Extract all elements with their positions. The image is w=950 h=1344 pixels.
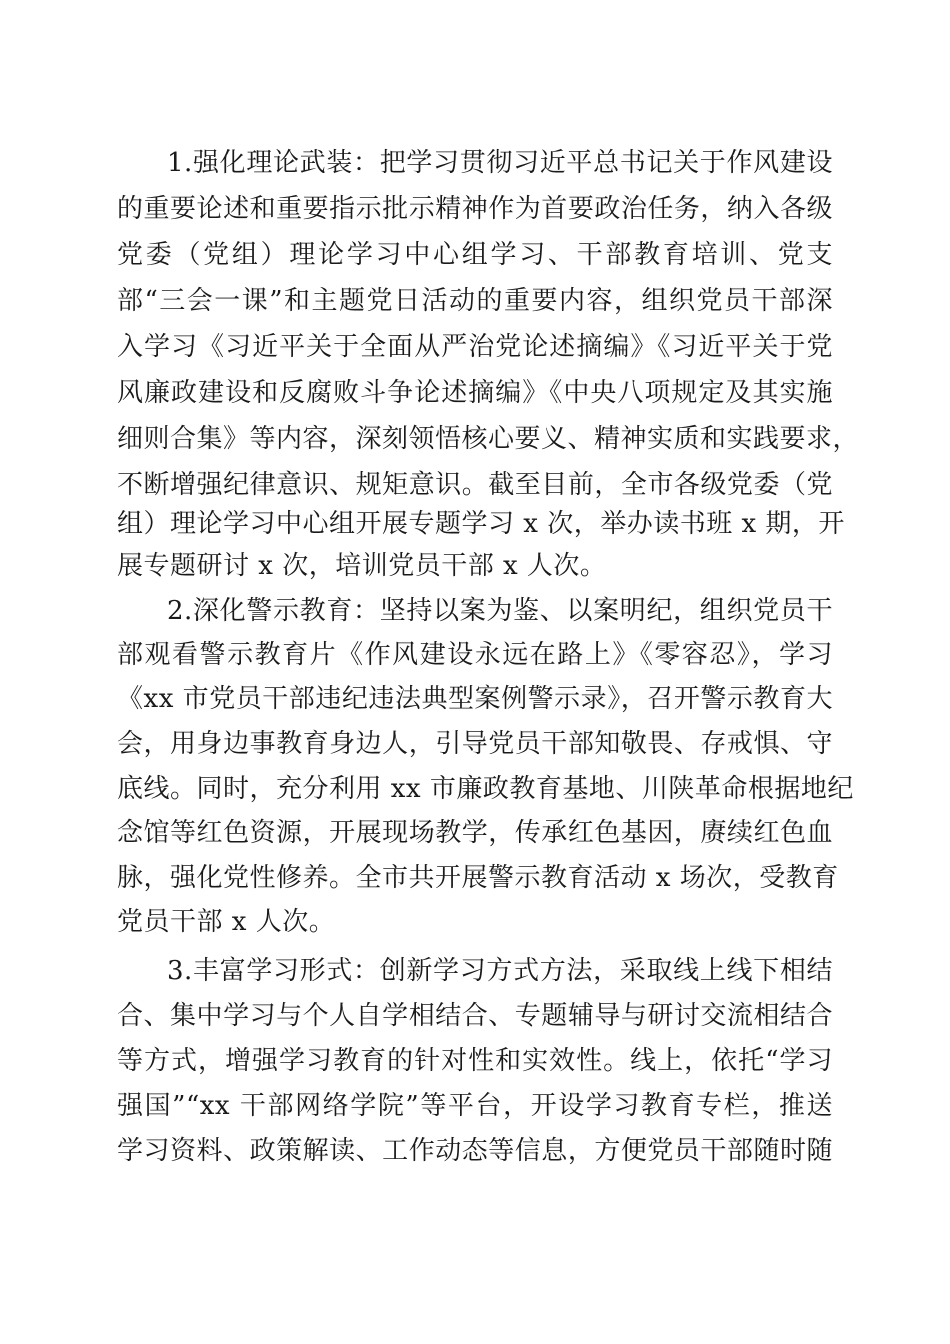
paragraph-line: 3.丰富学习形式：创新学习方式方法，采取线上线下相结 — [167, 956, 833, 986]
paragraph-line: 2.深化警示教育：坚持以案为鉴、以案明纪，组织党员干 — [167, 596, 833, 626]
paragraph-line: 《xx 市党员干部违纪违法典型案例警示录》，召开警示教育大 — [117, 684, 833, 714]
paragraph-line: 部“三会一课”和主题党日活动的重要内容，组织党员干部深 — [117, 286, 833, 316]
paragraph-line: 组）理论学习中心组开展专题学习 x 次，举办读书班 x 期，开 — [117, 509, 845, 539]
paragraph-line: 合、集中学习与个人自学相结合、专题辅导与研讨交流相结合 — [117, 1001, 833, 1031]
paragraph-line: 入学习《习近平关于全面从严治党论述摘编》《习近平关于党 — [117, 332, 833, 362]
paragraph-line: 念馆等红色资源，开展现场教学，传承红色基因，赓续红色血 — [117, 818, 833, 848]
paragraph-line: 细则合集》等内容，深刻领悟核心要义、精神实质和实践要求， — [117, 424, 860, 454]
paragraph-line: 风廉政建设和反腐败斗争论述摘编》《中央八项规定及其实施 — [117, 378, 833, 408]
paragraph-line: 1.强化理论武装：把学习贯彻习近平总书记关于作风建设 — [167, 148, 833, 178]
paragraph-line: 等方式，增强学习教育的针对性和实效性。线上，依托“学习 — [117, 1046, 833, 1076]
paragraph-line: 党委（党组）理论学习中心组学习、干部教育培训、党支 — [117, 240, 833, 270]
paragraph-line: 不断增强纪律意识、规矩意识。截至目前，全市各级党委（党 — [117, 470, 833, 500]
paragraph-line: 会，用身边事教育身边人，引导党员干部知敬畏、存戒惧、守 — [117, 729, 833, 759]
paragraph-line: 学习资料、政策解读、工作动态等信息，方便党员干部随时随 — [117, 1136, 833, 1166]
paragraph-line: 强国”“xx 干部网络学院”等平台，开设学习教育专栏，推送 — [117, 1091, 833, 1121]
paragraph-line: 部观看警示教育片《作风建设永远在路上》《零容忍》，学习 — [117, 640, 833, 670]
paragraph-line: 的重要论述和重要指示批示精神作为首要政治任务，纳入各级 — [117, 194, 833, 224]
paragraph-line: 党员干部 x 人次。 — [117, 907, 336, 937]
paragraph-line: 脉，强化党性修养。全市共开展警示教育活动 x 场次，受教育 — [117, 863, 839, 893]
paragraph-line: 底线。同时，充分利用 xx 市廉政教育基地、川陕革命根据地纪 — [117, 774, 854, 804]
paragraph-line: 展专题研讨 x 次，培训党员干部 x 人次。 — [117, 551, 607, 581]
